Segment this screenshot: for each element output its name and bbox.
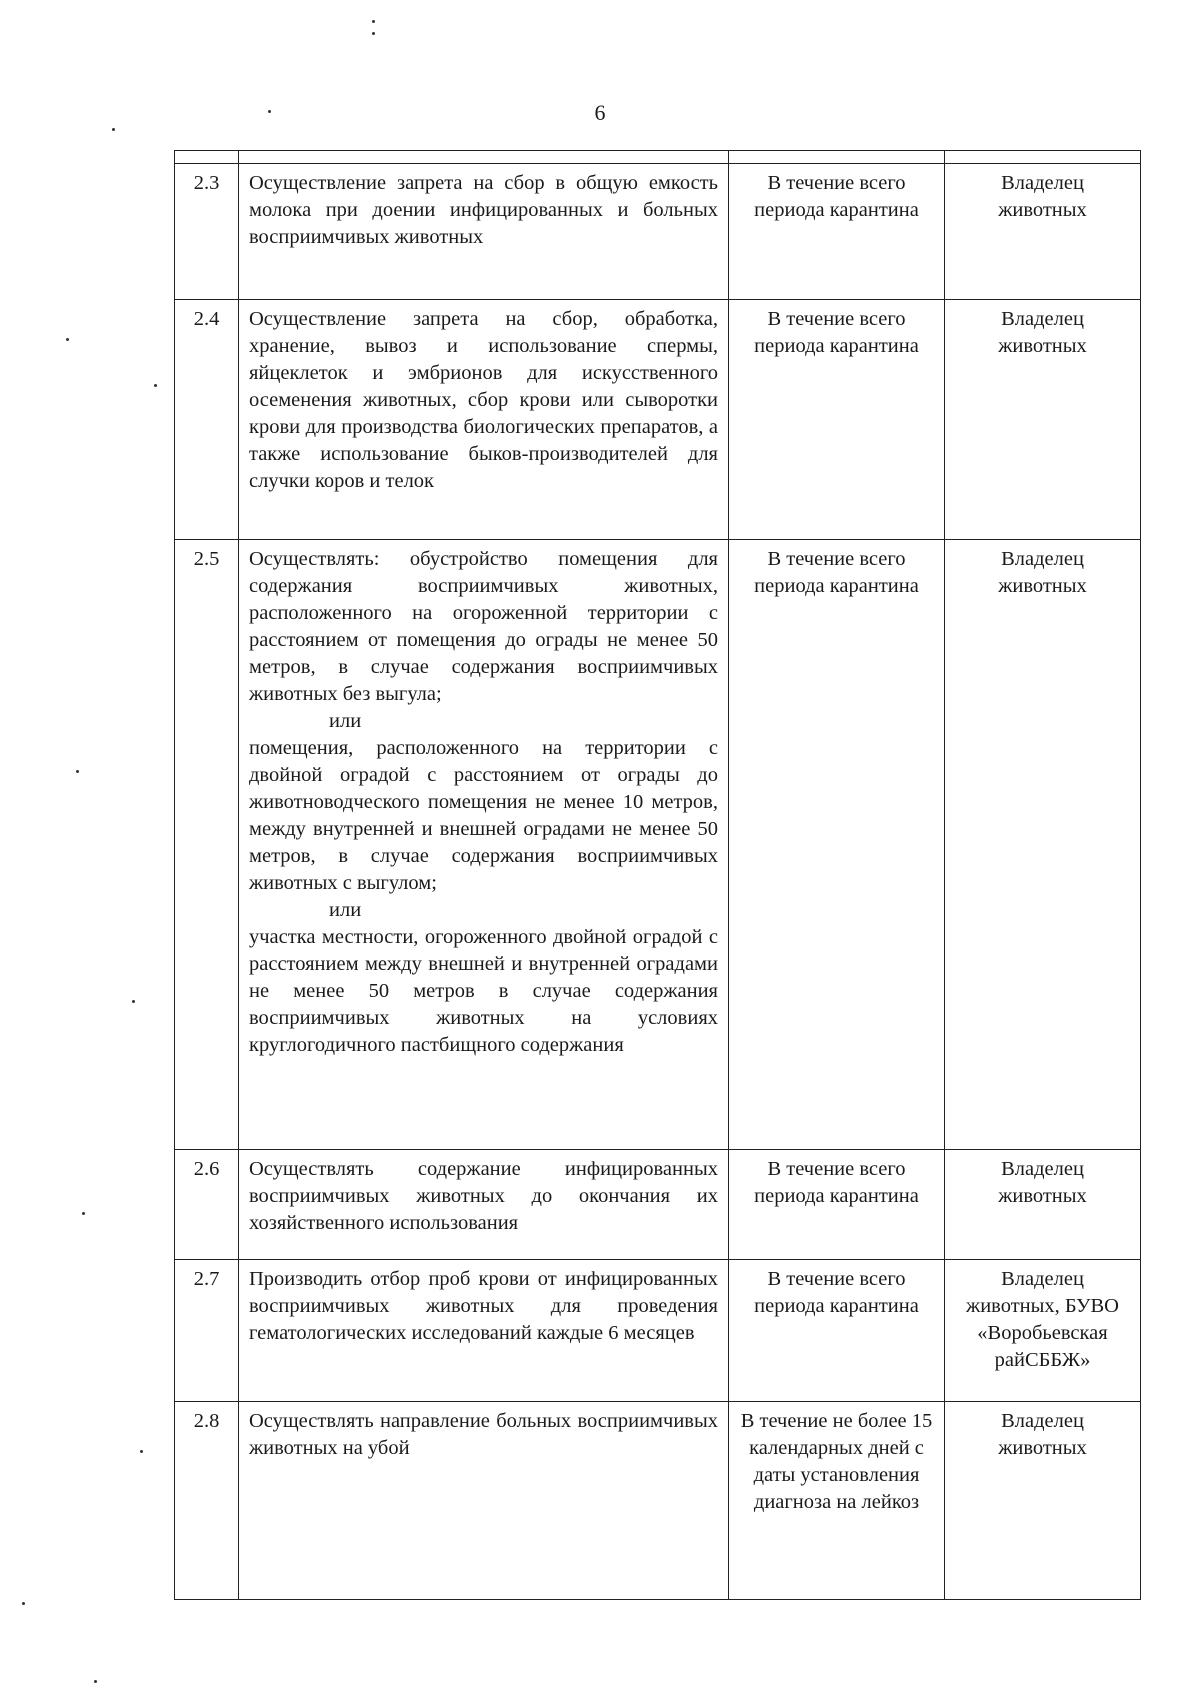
row-number: 2.7 <box>175 1260 239 1402</box>
action-text: помещения, расположенного на территории с двойной оградой с расстоянием от ограды до животноводческого помещения не менее 10 метров, между внутренней и внешней оградами не менее 50 метров, в случае содержания восприимчивых животных с выгулом; <box>249 737 718 894</box>
row-responsible: Владелец животных <box>945 540 1141 1150</box>
row-responsible: Владелец животных <box>945 164 1141 300</box>
scan-speck <box>22 1602 25 1605</box>
row-number: 2.5 <box>175 540 239 1150</box>
table-row <box>175 164 1141 300</box>
row-number: 2.6 <box>175 1150 239 1260</box>
row-responsible: Владелец животных <box>945 300 1141 540</box>
action-text: Осуществление запрета на сбор в общую емкость молока при доении инфицированных и больных восприимчивых животных <box>249 172 718 248</box>
scan-speck <box>372 20 375 23</box>
row-action <box>239 540 729 1150</box>
row-term: В течение всего периода карантина <box>729 540 945 1150</box>
table-row <box>175 540 1141 1150</box>
row-responsible: Владелец животных <box>945 1150 1141 1260</box>
table-row <box>175 1402 1141 1600</box>
scan-speck <box>112 128 115 131</box>
scan-speck <box>132 1000 135 1003</box>
action-text: участка местности, огороженного двойной оградой с расстоянием между внешней и внутренней оградами не менее 50 метров в случае содержания восприимчивых животных на условиях круглогодичного пастбищного содержания <box>249 926 718 1056</box>
page-number: 6 <box>594 100 606 125</box>
scan-speck <box>82 1212 85 1215</box>
row-number: 2.3 <box>175 164 239 300</box>
row-term: В течение всего периода карантина <box>729 300 945 540</box>
row-term: В течение всего периода карантина <box>729 1150 945 1260</box>
action-text: Осуществлять направление больных восприимчивых животных на убой <box>249 1410 718 1459</box>
row-action <box>239 1150 729 1260</box>
action-or: или <box>329 899 362 921</box>
scan-speck <box>154 384 157 387</box>
header-cell <box>175 151 239 164</box>
header-cell <box>945 151 1141 164</box>
row-term: В течение не более 15 календарных дней с даты установления диагноза на лейкоз <box>729 1402 945 1600</box>
scan-speck <box>372 32 375 35</box>
scan-speck <box>76 770 79 773</box>
measures-table <box>174 150 1141 1600</box>
table-row <box>175 1150 1141 1260</box>
header-cell <box>239 151 729 164</box>
row-responsible: Владелец животных, БУВО «Воробьевская райСББЖ» <box>945 1260 1141 1402</box>
row-action <box>239 300 729 540</box>
row-term: В течение всего периода карантина <box>729 1260 945 1402</box>
header-cell <box>729 151 945 164</box>
row-term: В течение всего периода карантина <box>729 164 945 300</box>
row-action <box>239 1402 729 1600</box>
scan-speck <box>66 338 69 341</box>
action-text: Осуществление запрета на сбор, обработка, хранение, вывоз и использование спермы, яйцеклеток и эмбрионов для искусственного осеменения животных, сбор крови или сыворотки крови для производства биологических препаратов, а также использование быков-производителей для случки коров и телок <box>249 308 718 492</box>
table-header-row <box>175 151 1141 164</box>
table-row <box>175 300 1141 540</box>
action-or: или <box>329 710 362 732</box>
row-action <box>239 1260 729 1402</box>
table-row <box>175 1260 1141 1402</box>
row-action <box>239 164 729 300</box>
action-text: Производить отбор проб крови от инфицированных восприимчивых животных для проведения гематологических исследований каждые 6 месяцев <box>249 1268 718 1344</box>
scan-speck <box>268 110 271 113</box>
action-text: Осуществлять содержание инфицированных восприимчивых животных до окончания их хозяйственного использования <box>249 1158 718 1234</box>
action-text: Осуществлять: обустройство помещения для содержания восприимчивых животных, расположенного на огороженной территории с расстоянием от помещения до ограды не менее 50 метров, в случае содержания восприимчивых животных без выгула; <box>249 548 718 705</box>
scan-speck <box>94 1680 97 1683</box>
row-responsible: Владелец животных <box>945 1402 1141 1600</box>
scan-speck <box>140 1450 143 1453</box>
row-number: 2.8 <box>175 1402 239 1600</box>
row-number: 2.4 <box>175 300 239 540</box>
